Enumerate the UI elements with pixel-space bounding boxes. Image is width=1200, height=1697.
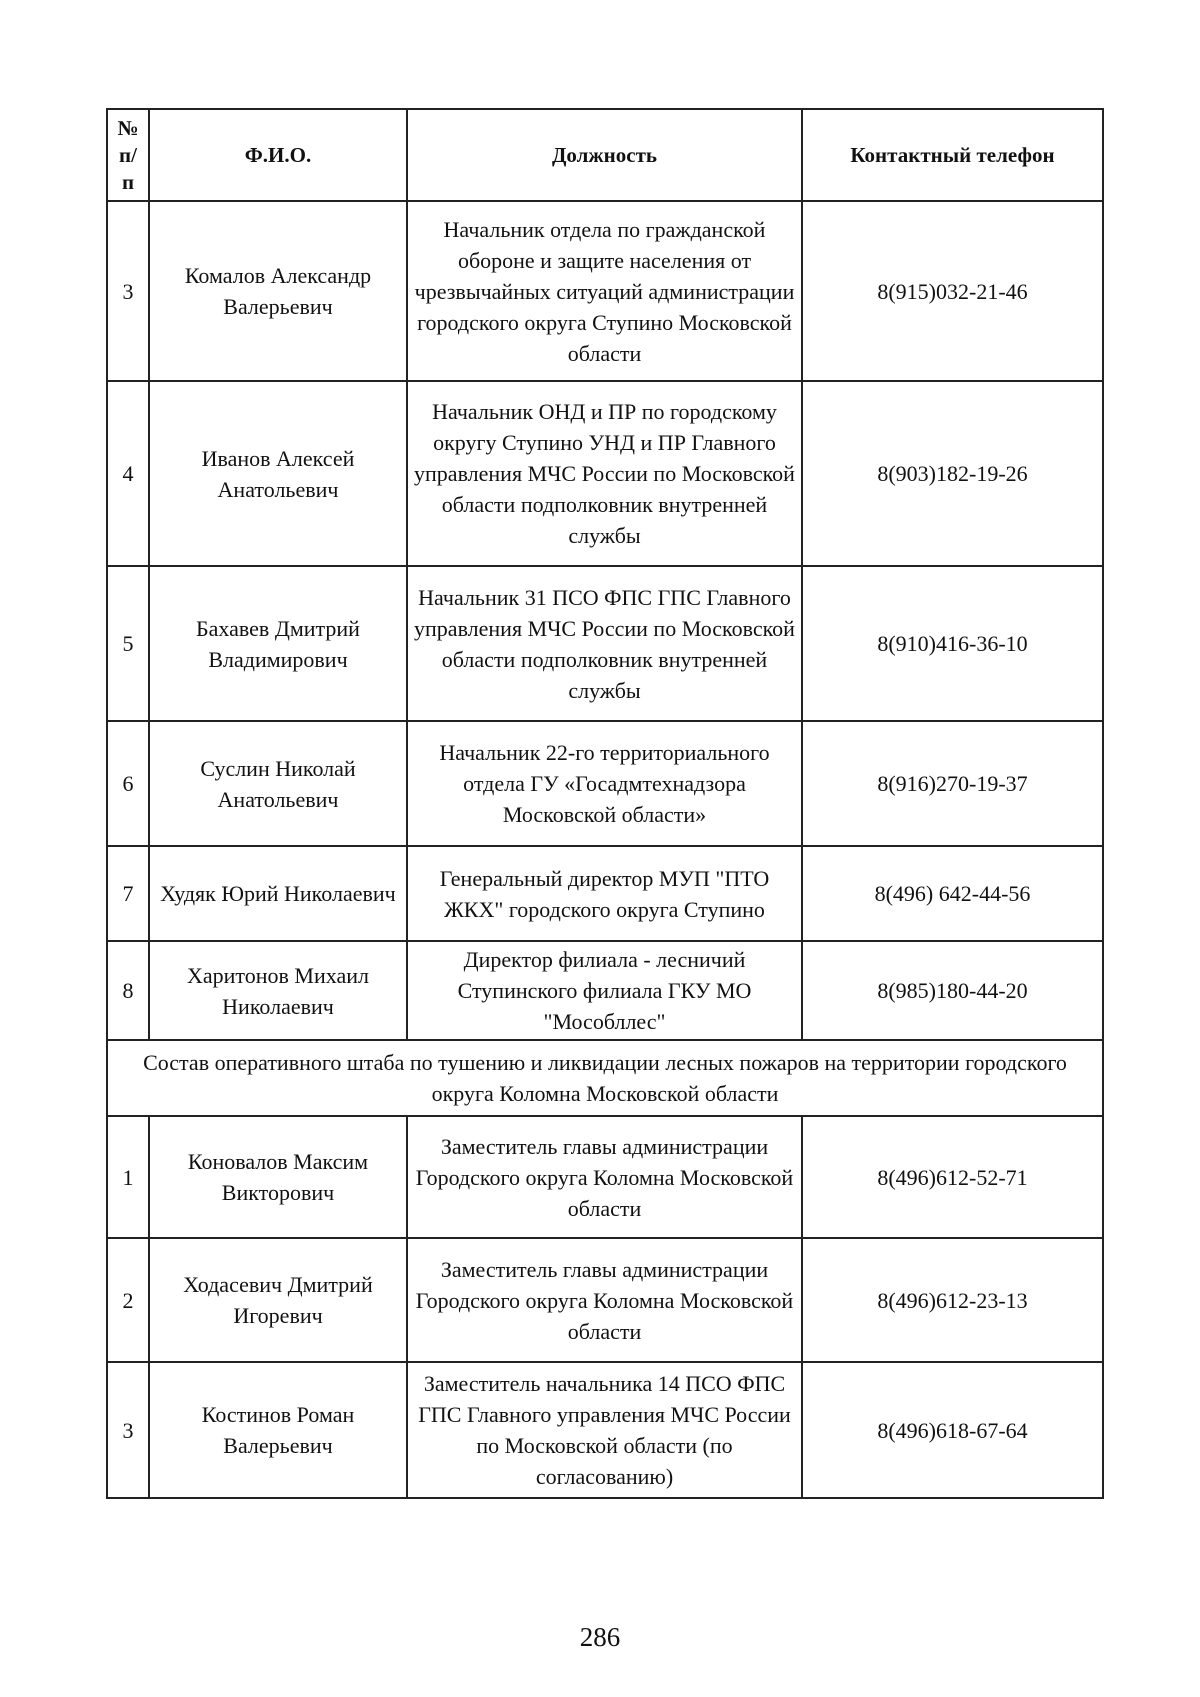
row-position: Начальник 22-го территориального отдела ГУ «Госадмтехнадзора Московской области» (407, 721, 802, 846)
row-phone: 8(496)612-52-71 (802, 1116, 1103, 1238)
row-position: Директор филиала - лесничий Ступинского филиала ГКУ МО "Мособллес" (407, 941, 802, 1040)
row-fio: Суслин Николай Анатольевич (149, 721, 407, 846)
page-number: 286 (579, 1622, 621, 1652)
row-position: Начальник 31 ПСО ФПС ГПС Главного управления МЧС России по Московской области подполковник внутренней службы (407, 566, 802, 721)
table-row (107, 1116, 1103, 1238)
header-row (107, 109, 1103, 201)
contacts-table (106, 108, 1104, 1499)
table-row (107, 381, 1103, 566)
row-position: Начальник ОНД и ПР по городскому округу Ступино УНД и ПР Главного управления МЧС России по Московской области подполковник внутренней службы (407, 381, 802, 566)
row-num: 1 (107, 1116, 149, 1238)
table-row (107, 1362, 1103, 1498)
row-fio: Худяк Юрий Николаевич (149, 846, 407, 941)
row-num: 8 (107, 941, 149, 1040)
table-row (107, 941, 1103, 1040)
row-phone: 8(910)416-36-10 (802, 566, 1103, 721)
row-phone: 8(985)180-44-20 (802, 941, 1103, 1040)
row-position: Заместитель начальника 14 ПСО ФПС ГПС Главного управления МЧС России по Московской области (по согласованию) (407, 1362, 802, 1498)
row-position: Начальник отдела по гражданской обороне и защите населения от чрезвычайных ситуаций администрации городского округа Ступино Московской области (407, 201, 802, 381)
row-phone: 8(496) 642-44-56 (802, 846, 1103, 941)
row-phone: 8(916)270-19-37 (802, 721, 1103, 846)
table-row (107, 566, 1103, 721)
row-position: Генеральный директор МУП "ПТО ЖКХ" городского округа Ступино (407, 846, 802, 941)
row-fio: Иванов Алексей Анатольевич (149, 381, 407, 566)
row-fio: Ходасевич Дмитрий Игоревич (149, 1238, 407, 1362)
row-fio: Бахавев Дмитрий Владимирович (149, 566, 407, 721)
header-position: Должность (407, 109, 802, 201)
row-fio: Коновалов Максим Викторович (149, 1116, 407, 1238)
row-phone: 8(496)612-23-13 (802, 1238, 1103, 1362)
table-row (107, 1238, 1103, 1362)
row-phone: 8(903)182-19-26 (802, 381, 1103, 566)
header-phone: Контактный телефон (802, 109, 1103, 201)
row-fio: Костинов Роман Валерьевич (149, 1362, 407, 1498)
section-title: Состав оперативного штаба по тушению и ликвидации лесных пожаров на территории городского округа Коломна Московской области (107, 1040, 1103, 1116)
row-num: 5 (107, 566, 149, 721)
row-phone: 8(496)618-67-64 (802, 1362, 1103, 1498)
table-row (107, 846, 1103, 941)
row-fio: Комалов Александр Валерьевич (149, 201, 407, 381)
row-phone: 8(915)032-21-46 (802, 201, 1103, 381)
row-num: 3 (107, 201, 149, 381)
row-num: 4 (107, 381, 149, 566)
row-fio: Харитонов Михаил Николаевич (149, 941, 407, 1040)
table-row (107, 201, 1103, 381)
row-num: 2 (107, 1238, 149, 1362)
row-num: 3 (107, 1362, 149, 1498)
row-num: 6 (107, 721, 149, 846)
row-num: 7 (107, 846, 149, 941)
row-position: Заместитель главы администрации Городского округа Коломна Московской области (407, 1116, 802, 1238)
section-row (107, 1040, 1103, 1116)
row-position: Заместитель главы администрации Городского округа Коломна Московской области (407, 1238, 802, 1362)
table-row (107, 721, 1103, 846)
header-num: № п/ п (107, 109, 149, 201)
header-fio: Ф.И.О. (149, 109, 407, 201)
